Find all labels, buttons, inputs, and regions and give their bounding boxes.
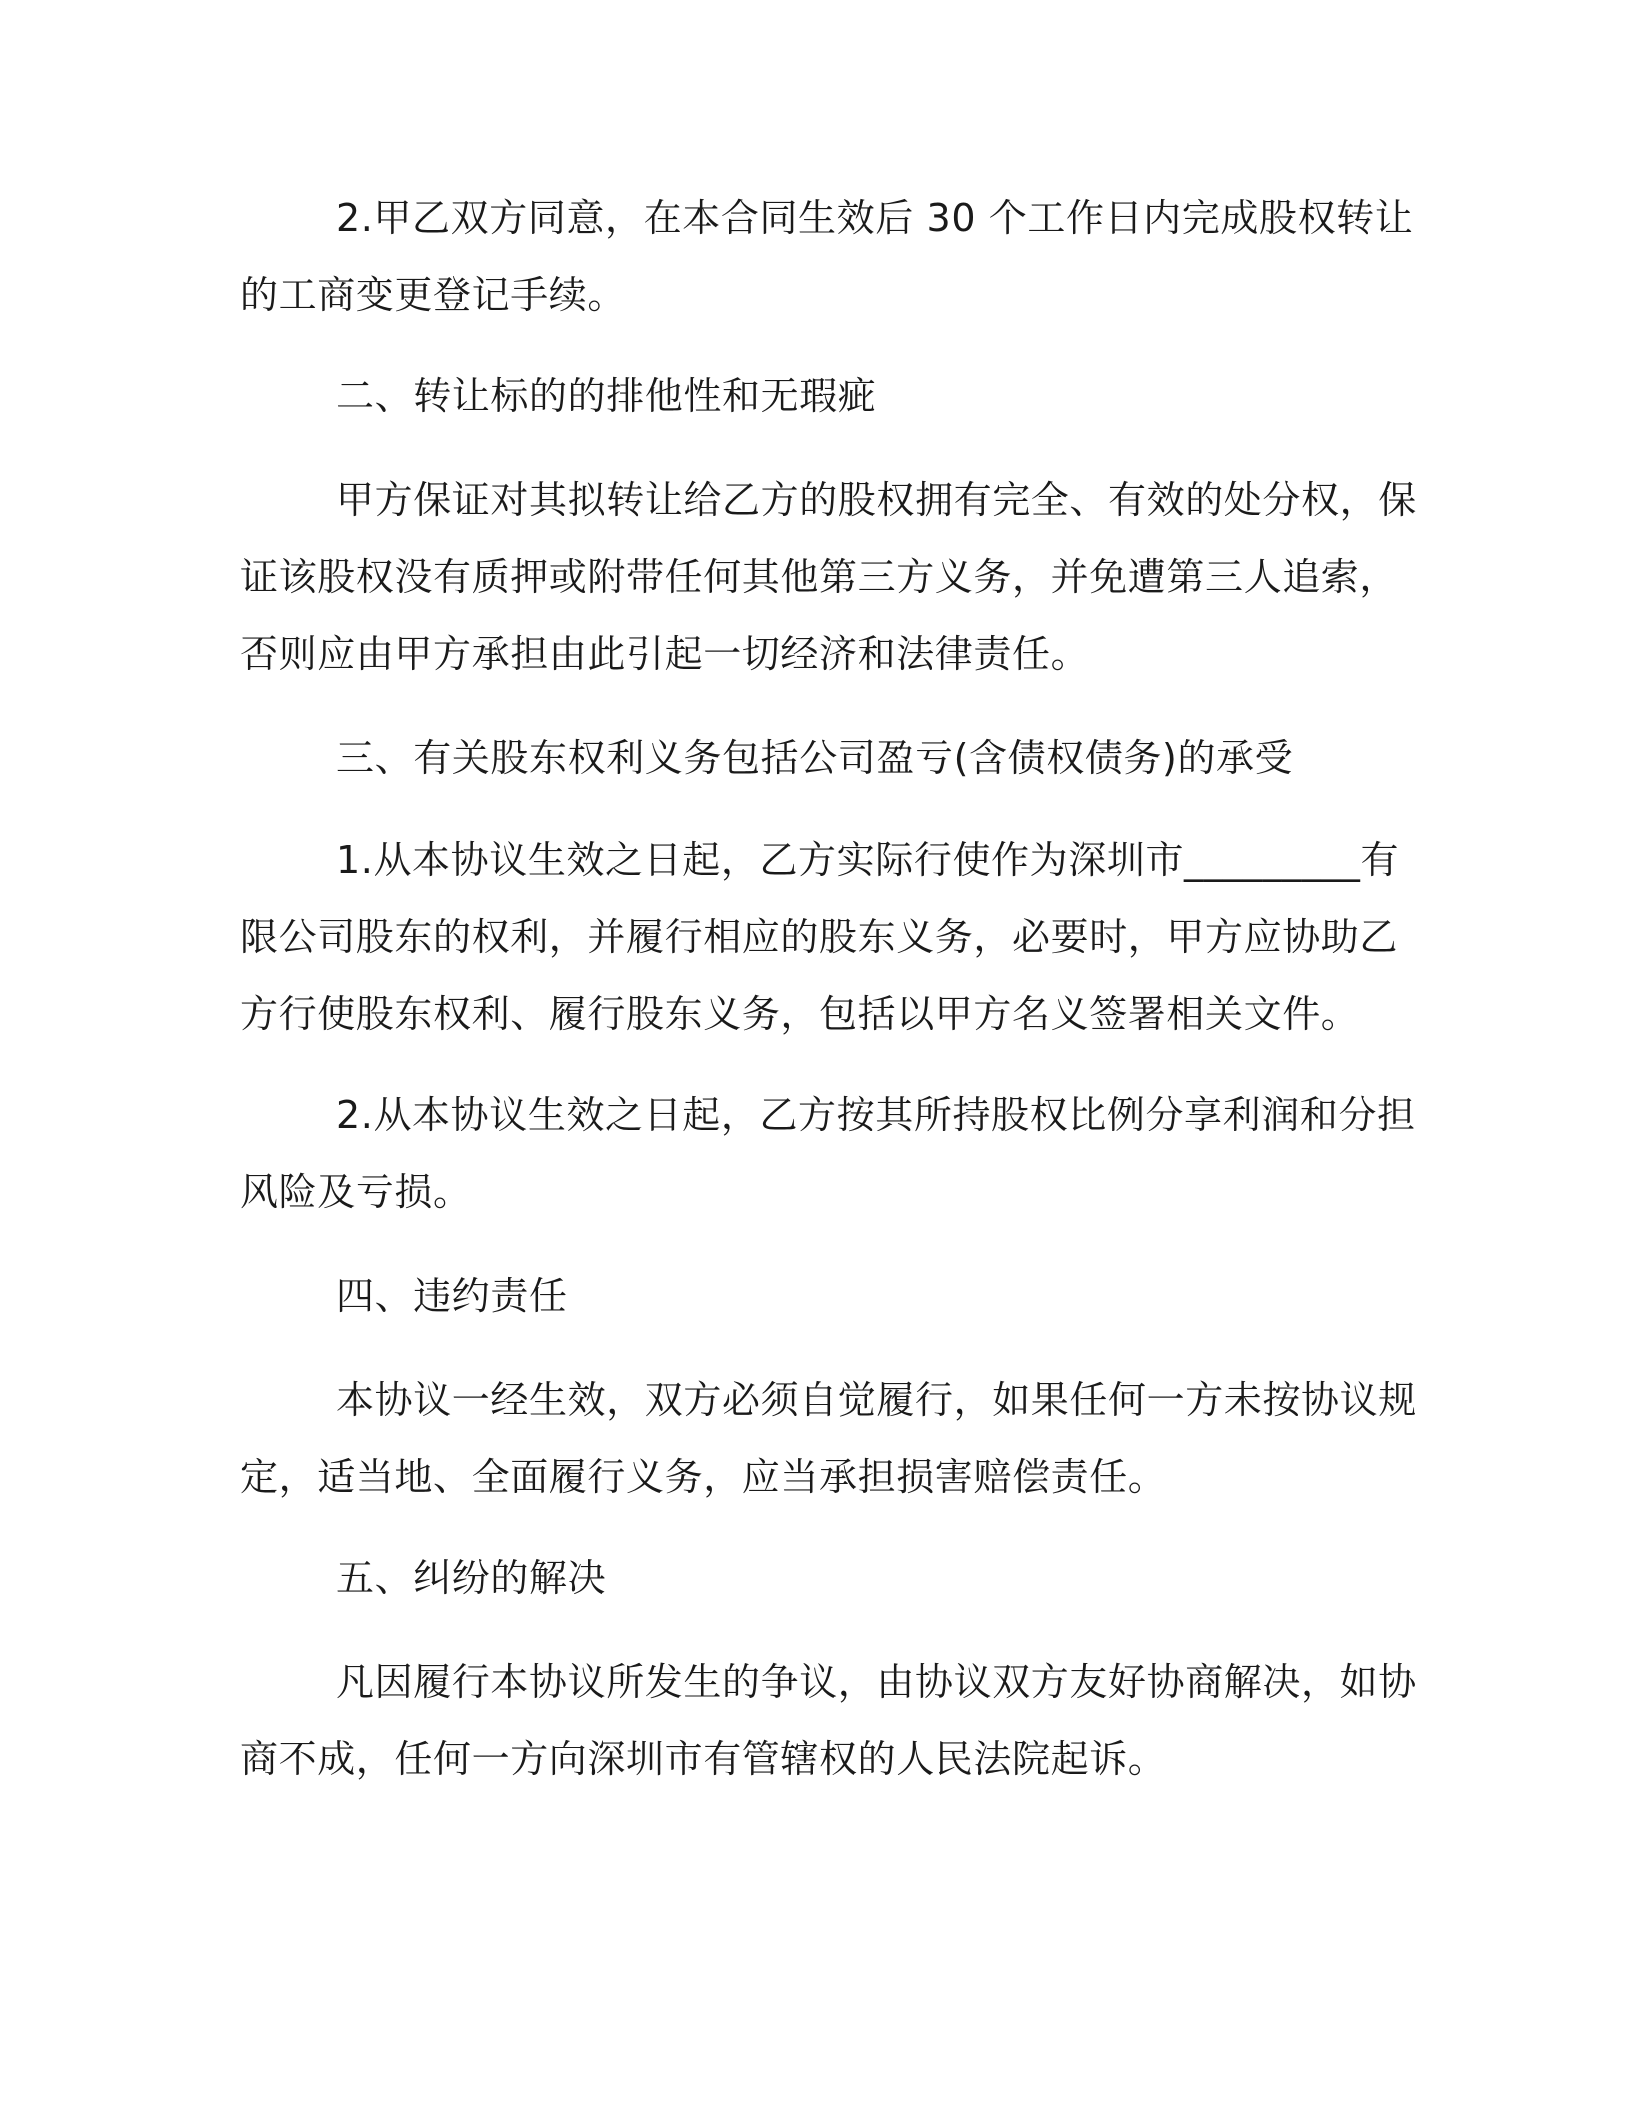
text-line: 商不成，任何一方向深圳市有管辖权的人民法院起诉。 bbox=[240, 1737, 1167, 1781]
section-heading-liability: 四、违约责任 bbox=[336, 1274, 568, 1318]
text-line: 本协议一经生效，双方必须自觉履行，如果任何一方未按协议规 bbox=[336, 1378, 1417, 1422]
text-line: 甲方保证对其拟转让给乙方的股权拥有完全、有效的处分权，保 bbox=[336, 478, 1417, 522]
paragraph-liability bbox=[240, 1362, 1417, 1516]
section-heading-exclusivity: 二、转让标的的排他性和无瑕疵 bbox=[336, 374, 877, 418]
text-line: 1.从本协议生效之日起，乙方实际行使作为深圳市_________有 bbox=[336, 838, 1400, 882]
text-line: 的工商变更登记手续。 bbox=[240, 273, 627, 317]
text-line: 风险及亏损。 bbox=[240, 1170, 472, 1214]
text-line: 限公司股东的权利，并履行相应的股东义务，必要时，甲方应协助乙 bbox=[240, 915, 1399, 959]
section-heading-dispute: 五、纠纷的解决 bbox=[336, 1556, 607, 1600]
paragraph-dispute bbox=[240, 1644, 1417, 1798]
text-line: 2.甲乙双方同意，在本合同生效后 30 个工作日内完成股权转让 bbox=[336, 196, 1414, 240]
text-line: 2.从本协议生效之日起，乙方按其所持股权比例分享利润和分担 bbox=[336, 1093, 1416, 1137]
paragraph-profit-sharing bbox=[240, 1077, 1416, 1231]
section-heading-shareholder-rights: 三、有关股东权利义务包括公司盈亏(含债权债务)的承受 bbox=[336, 736, 1294, 780]
text-line: 方行使股东权利、履行股东义务，包括以甲方名义签署相关文件。 bbox=[240, 992, 1360, 1036]
paragraph-business-registration bbox=[240, 180, 1414, 334]
text-line: 凡因履行本协议所发生的争议，由协议双方友好协商解决，如协 bbox=[336, 1660, 1417, 1704]
text-line: 证该股权没有质押或附带任何其他第三方义务，并免遭第三人追索， bbox=[240, 555, 1399, 599]
paragraph-exclusivity bbox=[240, 462, 1417, 693]
text-line: 否则应由甲方承担由此引起一切经济和法律责任。 bbox=[240, 632, 1090, 676]
paragraph-shareholder-rights bbox=[240, 822, 1400, 1053]
text-line: 定，适当地、全面履行义务，应当承担损害赔偿责任。 bbox=[240, 1455, 1167, 1499]
